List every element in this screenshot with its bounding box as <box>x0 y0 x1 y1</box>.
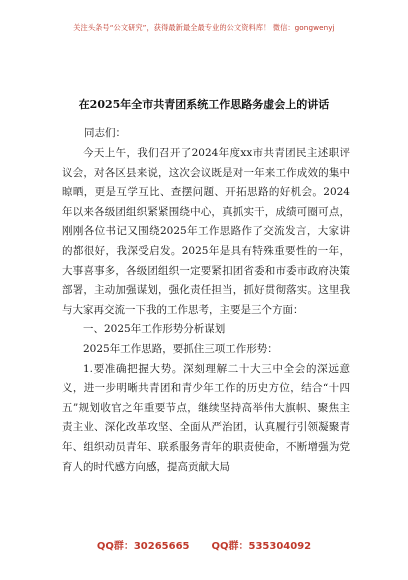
document-title: 在2025年全市共青团系统工作思路务虚会上的讲话 <box>78 98 330 111</box>
footer <box>0 537 408 552</box>
paragraph-point-1: 1.要准确把握大势。深刻理解二十大三中全会的深远意义，进一步明晰共青团和青少年工作的历史方位，结合“十四五”规划收官之年重要节点，继续坚持高举伟大旗帜、聚焦主责主业、深化改革攻坚、全面从严治团，认真履行引领凝聚青年、组织动员青年、联系服务青年的职责使命，不断增强为党育人的时代感方向感，提高贡献大局 <box>62 362 350 473</box>
header-notice: 关注头条号“公文研究”，获得最新最全最专业的公文资料库！ 微信：gongwenyj <box>73 23 335 32</box>
footer-qq-group-1: QQ群：30265665 <box>96 541 190 552</box>
footer-qq-group-2: QQ群：535304092 <box>211 541 312 552</box>
salutation: 同志们： <box>84 127 126 139</box>
section-heading-1: 一、2025年工作形势分析谋划 <box>83 323 226 336</box>
document-body <box>62 144 350 477</box>
paragraph-intro: 今天上午，我们召开了2024年度xx市共青团民主述职评议会，对各区县来说，这次会议既是对一年来工作成效的集中晾晒，更是互学互比、查摆问题、开拓思路的好机会。2024年以来各级团组织紧紧围绕中心，真抓实干，成绩可圈可点，刚刚各位书记又围绕2025年工作思路作了交流发言，大家讲的都很好，我深受启发。2025年是具有特殊重要性的一年，大事喜事多，各级团组织一定要紧扣团省委和市委市政府决策部署，主动加强谋划，强化责任担当，抓好贯彻落实。这里我与大家再交流一下我的工作思考，主要是三个方面： <box>62 147 350 316</box>
paragraph-work-ideas: 2025年工作思路，要抓住三项工作形势： <box>83 342 278 355</box>
